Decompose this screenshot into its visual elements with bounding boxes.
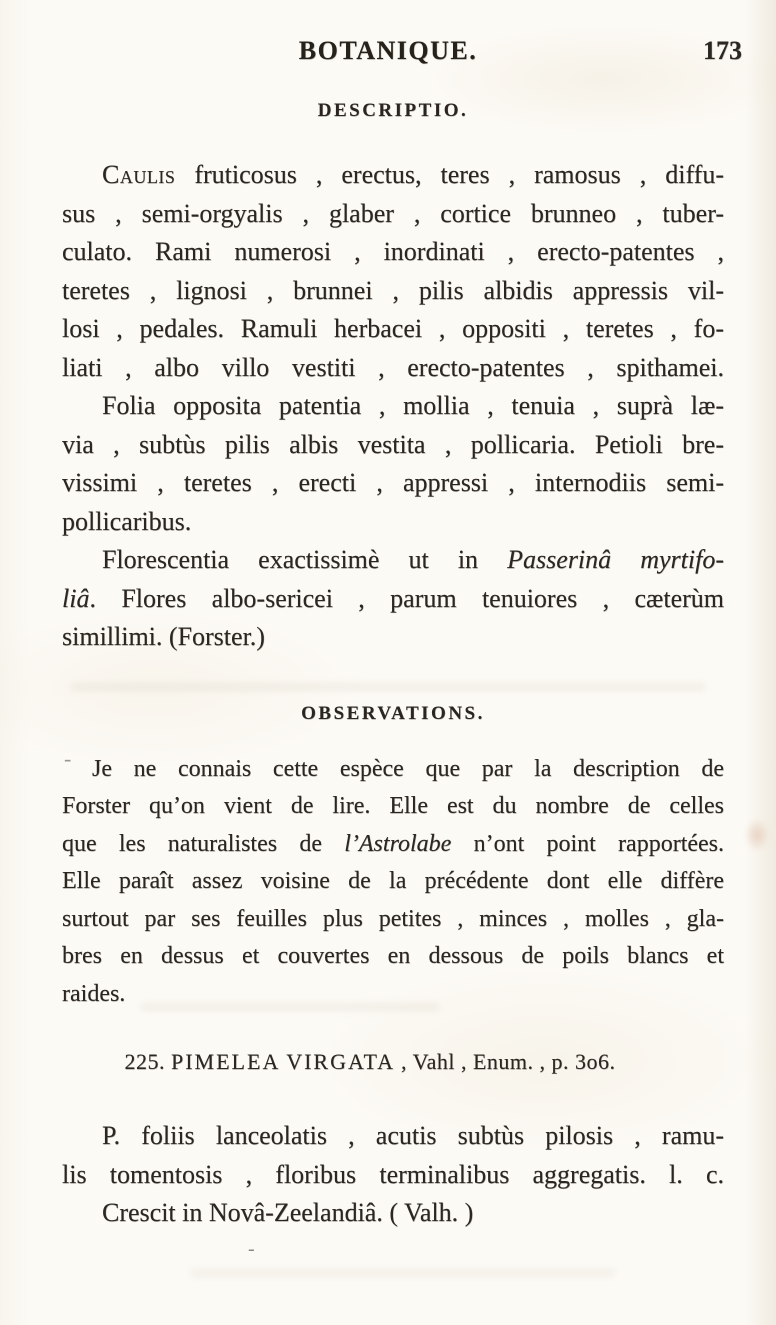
italic-text: l’Astrolabe: [344, 830, 452, 857]
paragraph: [62, 751, 724, 1014]
text-line: [62, 1117, 724, 1156]
stray-ink-mark: -: [64, 746, 72, 771]
text-segment: Folia opposita patentia , mollia , tenuia , suprà læ-: [102, 391, 724, 420]
bleed-through-ghost: [190, 1268, 616, 1278]
text-segment: que les naturalistes de: [62, 830, 345, 857]
text-segment: lis tomentosis , floribus terminalibus aggregatis. l. c.: [62, 1159, 724, 1189]
text-line: [62, 863, 724, 901]
text-segment: Je ne connais cette espèce que par la description de: [92, 755, 724, 782]
text-segment: Florescentia exactissimè ut in: [102, 545, 508, 574]
paragraph: [62, 387, 724, 541]
text-line: [62, 426, 724, 465]
paragraph: [62, 1117, 724, 1233]
text-line: [62, 541, 724, 580]
text-segment: culato. Rami numerosi , inordinati , erecto-patentes ,: [62, 237, 724, 266]
text-line: [62, 349, 724, 388]
italic-text: liâ: [62, 583, 90, 613]
text-line: [62, 1194, 724, 1233]
text-segment: Elle paraît assez voisine de la précédente dont elle diffère: [62, 868, 724, 894]
text-segment: 225.: [124, 1049, 171, 1074]
text-segment: n’ont point rapportées.: [451, 830, 725, 857]
stray-ink-mark: -: [248, 1238, 255, 1260]
text-segment: Crescit in Novâ-Zeelandiâ. ( Valh. ): [102, 1198, 474, 1227]
text-line: [62, 464, 724, 503]
text-segment: teretes , lignosi , brunnei , pilis albidis appressis vil-: [62, 275, 724, 305]
text-segment: pollicaribus.: [62, 506, 192, 536]
text-segment: fruticosus , erectus, teres , ramosus , diffu-: [175, 160, 724, 189]
text-segment: losi , pedales. Ramuli herbacei , oppositi , teretes , fo-: [62, 314, 724, 343]
text-segment: liati , albo villo vestiti , erecto-patentes , spithamei.: [62, 352, 724, 382]
text-segment: . Flores albo-sericei , parum tenuiores , cæterùm: [89, 583, 724, 613]
text-segment: Forster qu’on vient de lire. Elle est du nombre de celles: [62, 793, 724, 819]
text-segment: bres en dessus et couvertes en dessous de poils blancs et: [62, 943, 724, 969]
bleed-through-ghost: [140, 1002, 440, 1012]
scan-smudge: [744, 818, 770, 852]
page-number: 173: [703, 36, 742, 65]
species-entry-heading: [62, 1047, 724, 1077]
text-segment: , Vahl , Enum. , p. 3o6.: [395, 1049, 616, 1074]
text-line: [62, 503, 724, 542]
bleed-through-ghost: [70, 682, 706, 692]
paragraph: [62, 156, 724, 387]
page-header: [0, 0, 776, 70]
text-line: [62, 310, 724, 349]
text-line: [62, 1156, 724, 1195]
text-line: [62, 156, 724, 195]
text-line: [62, 233, 724, 272]
text-segment: PIMELEA VIRGATA: [171, 1049, 396, 1074]
text-line: [62, 387, 724, 426]
text-segment: sus , semi-orgyalis , glaber , cortice brunneo , tuber-: [62, 198, 724, 228]
text-line: [62, 618, 724, 657]
text-line: [62, 788, 724, 826]
text-line: [62, 938, 724, 976]
text-segment: simillimi. (Forster.): [62, 622, 265, 651]
text-line: [62, 272, 724, 311]
section-heading: DESCRIPTIO.: [317, 100, 469, 121]
italic-text: Passerinâ myrtifo-: [507, 545, 725, 574]
text-line: [62, 901, 724, 939]
text-line: [62, 195, 724, 234]
text-segment: surtout par ses feuilles plus petites , minces , molles , gla-: [62, 905, 724, 932]
page-body: [62, 100, 724, 1233]
text-segment: P. foliis lanceolatis , acutis subtùs pilosis , ramu-: [102, 1121, 724, 1150]
text-line: [62, 580, 724, 619]
section-heading: OBSERVATIONS.: [301, 702, 485, 724]
paragraph: [62, 541, 724, 657]
text-segment: vissimi , teretes , erecti , appressi , internodiis semi-: [62, 468, 724, 497]
running-title: BOTANIQUE.: [298, 36, 478, 65]
text-line: [62, 751, 724, 789]
text-line: [62, 826, 724, 864]
text-segment: via , subtùs pilis albis vestita , pollicaria. Petioli bre-: [62, 429, 724, 459]
text-segment: Caulis: [102, 160, 176, 189]
text-segment: raides.: [62, 980, 126, 1007]
